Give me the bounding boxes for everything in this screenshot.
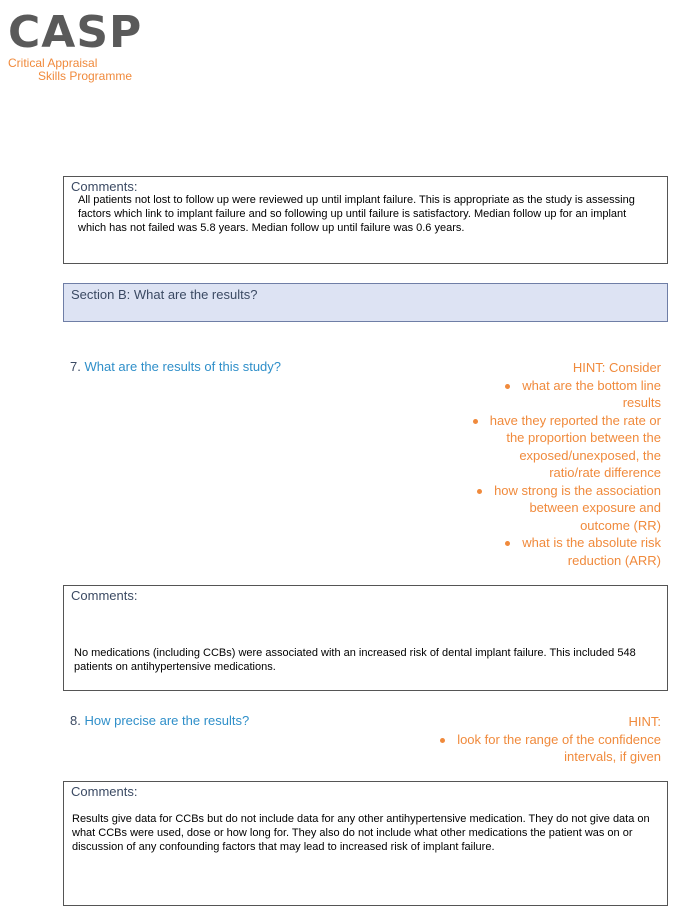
logo-subtitle-line1: Critical Appraisal [8,56,98,70]
hint-item [421,377,661,412]
question-8 [70,713,249,728]
comments-label: Comments: [71,588,138,603]
bullet-icon [473,419,478,424]
bullet-icon [477,489,482,494]
bullet-icon [440,738,445,743]
question-8-text: How precise are the results? [84,713,250,728]
question-7-hint [421,359,661,569]
hint-item [421,412,661,482]
hint-line: what is the absolute risk [421,534,661,552]
question-7 [70,359,281,374]
comments-label: Comments: [71,784,138,799]
hint-line: look for the range of the confidence [401,731,661,749]
hint-line: have they reported the rate or [421,412,661,430]
comments-label: Comments: [71,179,138,194]
hint-item [421,482,661,535]
comments-box-results[interactable] [63,585,668,691]
hint-list [401,731,661,766]
hint-line: intervals, if given [564,749,661,764]
hint-title: HINT: Consider [572,360,661,375]
bullet-icon [505,384,510,389]
question-7-number: 7. [70,359,81,374]
section-b-title: Section B: What are the results? [71,287,258,302]
hint-line: results [622,395,661,410]
hint-item [401,731,661,766]
hint-line: outcome (RR) [580,517,661,533]
comments-text: No medications (including CCBs) were associated with an increased risk of dental implant failure. This included 548 patients on antihypertensive medications. [74,647,636,673]
hint-list [421,377,661,570]
question-7-text: What are the results of this study? [84,359,282,374]
hint-line: ratio/rate difference [549,465,661,480]
hint-line: what are the bottom line [421,377,661,395]
question-8-number: 8. [70,713,81,728]
bullet-icon [505,541,510,546]
hint-line: the proportion between the [506,430,661,445]
logo-wordmark: CASP [8,7,143,58]
section-b-header [63,283,668,322]
hint-line: exposed/unexposed, the [519,447,661,463]
comments-box-follow-up[interactable] [63,176,668,264]
hint-line: between exposure and [529,500,661,515]
question-8-hint [401,713,661,766]
comments-text: Results give data for CCBs but do not include data for any other antihypertensive medication. They do not give data on what CCBs were used, dose or how long for. They also do not include what other medications the patient was on or discussion of any confounding factors that may lead to increased risk of implant failure. [72,813,650,853]
comments-text: All patients not lost to follow up were reviewed up until implant failure. This is appropriate as the study is assessing factors which link to implant failure and so following up until failure is satisfactory. Median follow up for an implant which has not failed was 5.8 years. Median follow up until failure was 0.6 years. [78,194,635,234]
comments-box-precision[interactable] [63,781,668,906]
logo-subtitle-line2: Skills Programme [38,69,133,83]
hint-line: reduction (ARR) [567,552,661,568]
hint-line: how strong is the association [421,482,661,500]
casp-logo [8,7,143,90]
hint-title: HINT: [628,714,661,729]
hint-item [421,534,661,569]
